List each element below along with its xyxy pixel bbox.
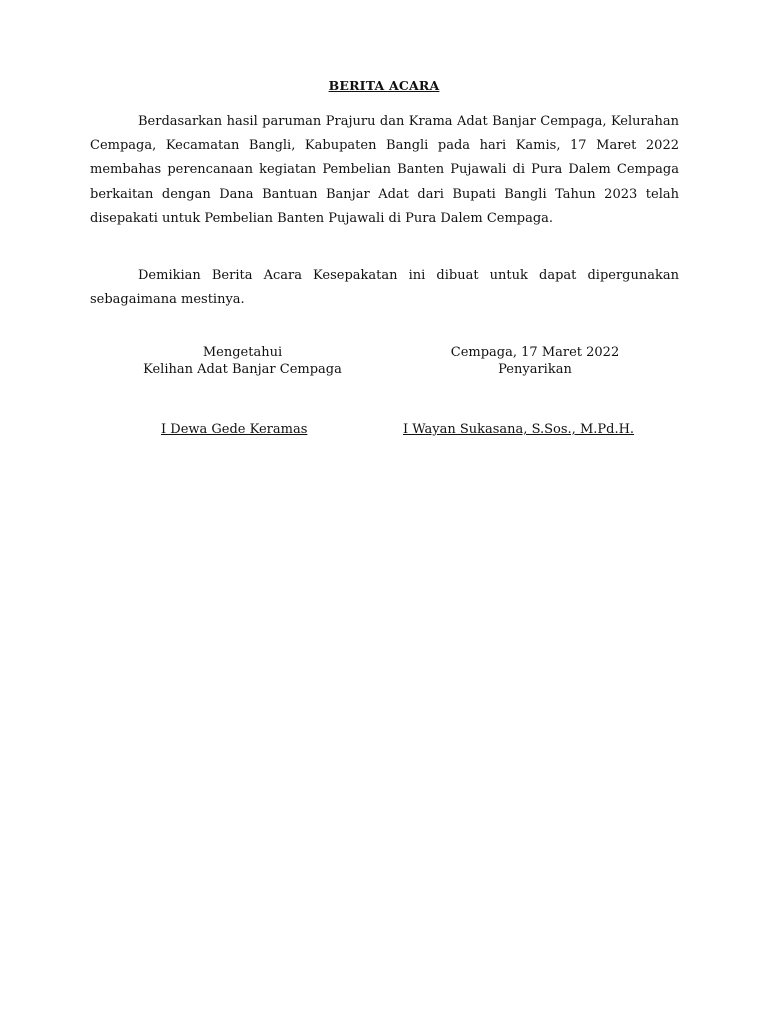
signatory-name-right: I Wayan Sukasana, S.Sos., M.Pd.H.: [403, 422, 635, 437]
signature-left-line1: Mengetahui: [202, 345, 283, 360]
signatory-name-left: I Dewa Gede Keramas: [161, 422, 308, 437]
paragraph-closing: Demikian Berita Acara Kesepakatan ini dibuat untuk dapat dipergunakan sebagaimana mestinya.: [90, 268, 679, 308]
signature-right-role: Penyarikan: [498, 362, 572, 377]
signature-block-right: [404, 344, 666, 378]
signature-block-left: [120, 344, 365, 378]
paragraph-agreement: Berdasarkan hasil paruman Prajuru dan Krama Adat Banjar Cempaga, Kelurahan Cempaga, Kecamatan Bangli, Kabupaten Bangli pada hari Kamis, 17 Maret 2022 membahas perencanaan kegiatan Pembelian Banten Pujawali di Pura Dalem Cempaga berkaitan dengan Dana Bantuan Banjar Adat dari Bupati Bangli Tahun 2023 telah disepakati untuk Pembelian Banten Pujawali di Pura Dalem Cempaga.: [90, 114, 679, 226]
document-title: BERITA ACARA: [328, 78, 440, 93]
signature-left-role: Kelihan Adat Banjar Cempaga: [143, 362, 342, 377]
signature-right-place-date: Cempaga, 17 Maret 2022: [450, 345, 620, 360]
